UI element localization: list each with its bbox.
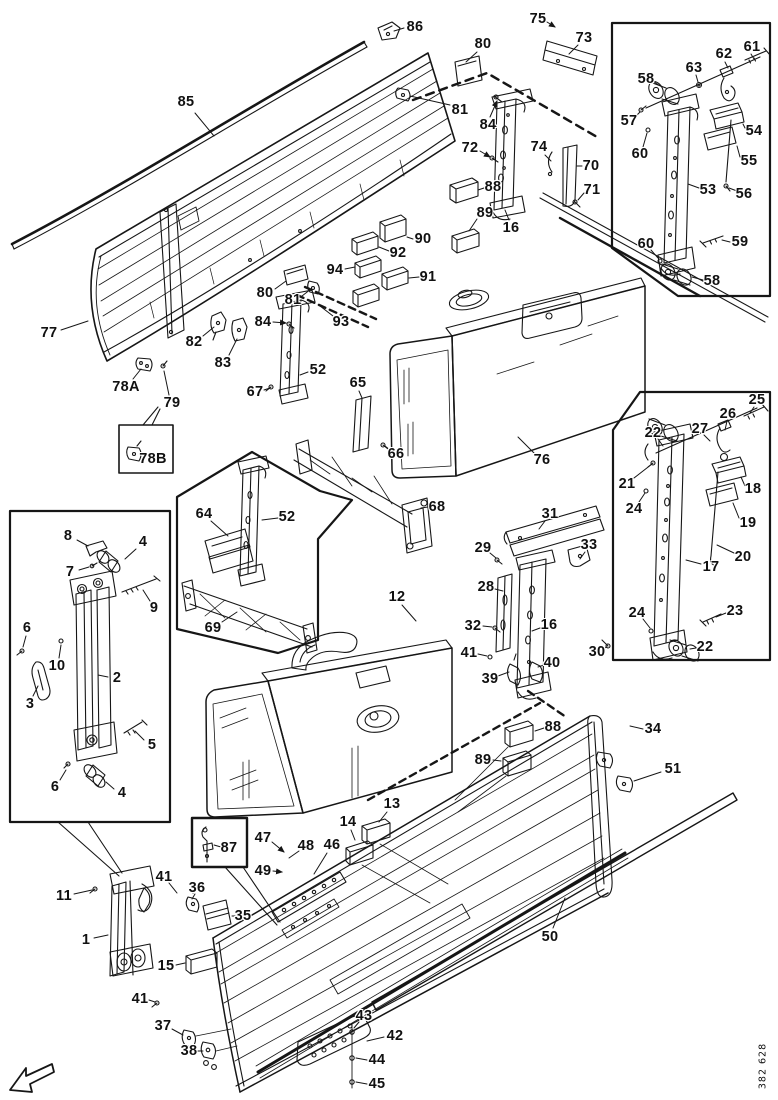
part-callout-32: 32 (464, 618, 482, 634)
bolt-61 (745, 48, 770, 63)
part-callout-47: 47 (254, 830, 272, 846)
part-callout-8: 8 (63, 528, 73, 544)
clip-39 (508, 654, 521, 685)
part-callout-81: 81 (451, 102, 469, 118)
part-callout-7: 7 (65, 564, 75, 580)
hook-74 (549, 152, 553, 172)
part-callout-25: 25 (748, 392, 766, 408)
pad-13 (362, 819, 390, 844)
clip-78a (136, 358, 152, 371)
part-callout-52: 52 (309, 362, 327, 378)
inset-box-87 (192, 818, 280, 925)
strap (138, 884, 152, 912)
part-callout-61: 61 (743, 39, 761, 55)
part-callout-60: 60 (637, 236, 655, 252)
bolt-25 (744, 404, 768, 419)
part-callout-84: 84 (479, 117, 497, 133)
pad-15 (186, 949, 217, 974)
rod-27 (656, 408, 757, 453)
part-callout-42: 42 (386, 1028, 404, 1044)
part-callout-16: 16 (502, 220, 520, 236)
part-callout-33: 33 (580, 537, 598, 553)
part-callout-29: 29 (474, 540, 492, 556)
part-callout-6: 6 (22, 620, 32, 636)
lattice-69 (184, 586, 312, 647)
crossmember-beam (294, 449, 412, 527)
part-callout-57: 57 (620, 113, 638, 129)
part-callout-65: 65 (349, 375, 367, 391)
clip-37 (182, 1030, 195, 1047)
part-callout-40: 40 (543, 655, 561, 671)
leader-lines (23, 22, 754, 1084)
part-callout-28: 28 (477, 579, 495, 595)
small-parts-top (378, 22, 597, 207)
part-callout-89: 89 (474, 752, 492, 768)
rod-20 (711, 472, 718, 566)
part-callout-74: 74 (530, 139, 548, 155)
part-callout-39: 39 (481, 671, 499, 687)
bracket-cluster-mid (488, 506, 610, 717)
part-callout-88: 88 (544, 719, 562, 735)
part-callout-41: 41 (155, 869, 173, 885)
part-callout-58: 58 (703, 273, 721, 289)
bracket-64 (205, 529, 253, 573)
direction-arrow (10, 1064, 54, 1092)
part-callout-49: 49 (254, 863, 272, 879)
part-callout-18: 18 (744, 481, 762, 497)
part-callout-59: 59 (731, 234, 749, 250)
part-callout-13: 13 (383, 796, 401, 812)
part-callout-6: 6 (50, 779, 60, 795)
part-callout-78B: 78B (139, 451, 167, 467)
part-callout-70: 70 (582, 158, 600, 174)
part-callout-43: 43 (355, 1008, 373, 1024)
hook-bolt-87 (202, 827, 213, 862)
part-callout-92: 92 (389, 245, 407, 261)
bracket-52-and-beam (266, 290, 432, 553)
part-callout-54: 54 (745, 123, 763, 139)
part-callout-75: 75 (529, 11, 547, 27)
part-callout-41: 41 (131, 991, 149, 1007)
part-callout-35: 35 (234, 908, 252, 924)
plate-55 (704, 127, 736, 150)
part-callout-38: 38 (180, 1043, 198, 1059)
part-callout-19: 19 (739, 515, 757, 531)
part-callout-67: 67 (246, 384, 264, 400)
filler-garnish (292, 632, 357, 670)
part-callout-73: 73 (575, 30, 593, 46)
bolt-9 (122, 576, 160, 594)
rail-31 (504, 506, 604, 556)
part-callout-5: 5 (147, 737, 157, 753)
part-callout-69: 69 (204, 620, 222, 636)
part-callout-21: 21 (618, 476, 636, 492)
part-callout-1: 1 (81, 932, 91, 948)
part-callout-85: 85 (177, 94, 195, 110)
part-callout-86: 86 (406, 19, 424, 35)
part-callout-4: 4 (117, 785, 127, 801)
part-callout-64: 64 (195, 506, 213, 522)
part-callout-79: 79 (163, 395, 181, 411)
end-plate-68 (402, 498, 432, 553)
plate-80 (455, 56, 482, 86)
part-callout-80: 80 (474, 36, 492, 52)
pad-14 (346, 841, 373, 865)
part-callout-4: 4 (138, 534, 148, 550)
bracket-16-top (490, 89, 533, 220)
part-callout-55: 55 (740, 153, 758, 169)
part-callout-41: 41 (460, 645, 478, 661)
part-callout-14: 14 (339, 814, 357, 830)
bracket-54 (710, 103, 744, 129)
part-callout-90: 90 (414, 231, 432, 247)
part-callout-2: 2 (112, 670, 122, 686)
inset-box-78b (119, 407, 173, 473)
part-callout-22: 22 (644, 425, 662, 441)
part-callout-82: 82 (185, 334, 203, 350)
bracket-1-assembly (90, 866, 237, 1069)
part-callout-58: 58 (637, 71, 655, 87)
part-callout-80: 80 (256, 285, 274, 301)
part-callout-3: 3 (25, 696, 35, 712)
part-callout-81: 81 (284, 292, 302, 308)
hinge-parts (136, 312, 247, 371)
part-callout-48: 48 (297, 838, 315, 854)
part-callout-26: 26 (719, 406, 737, 422)
part-callout-77: 77 (40, 325, 58, 341)
part-callout-24: 24 (625, 501, 643, 517)
inset-box-right (613, 392, 770, 664)
part-callout-53: 53 (699, 182, 717, 198)
part-callout-24: 24 (628, 605, 646, 621)
part-callout-45: 45 (368, 1076, 386, 1092)
clip-36 (186, 888, 199, 912)
shackle-3 (32, 662, 50, 700)
part-callout-66: 66 (387, 446, 405, 462)
part-callout-78A: 78A (112, 379, 140, 395)
part-callout-76: 76 (533, 452, 551, 468)
part-callout-9: 9 (149, 600, 159, 616)
inset-box-top-right (612, 23, 770, 296)
strip-65 (353, 396, 371, 452)
part-callout-56: 56 (735, 186, 753, 202)
part-callout-83: 83 (214, 355, 232, 371)
part-callout-23: 23 (726, 603, 744, 619)
part-callout-15: 15 (157, 958, 175, 974)
figure-code: 382 628 (757, 1042, 769, 1090)
part-callout-51: 51 (664, 761, 682, 777)
part-callout-72: 72 (461, 140, 479, 156)
strip-70 (563, 145, 577, 206)
plate-35 (203, 900, 231, 930)
clip-51b (616, 776, 632, 792)
part-callout-87: 87 (220, 840, 238, 856)
strip-28 (496, 574, 512, 652)
part-callout-17: 17 (702, 559, 720, 575)
trim-strip-85 (12, 42, 367, 249)
part-callout-89: 89 (476, 205, 494, 221)
fuel-tank-12 (206, 632, 452, 817)
part-callout-62: 62 (715, 46, 733, 62)
part-callout-10: 10 (48, 658, 66, 674)
plate-80b (284, 265, 308, 285)
part-callout-93: 93 (332, 314, 350, 330)
part-callout-36: 36 (188, 880, 206, 896)
bracket-82 (211, 312, 226, 340)
inset-box-hex (177, 452, 352, 653)
part-callout-60: 60 (631, 146, 649, 162)
part-callout-12: 12 (388, 589, 406, 605)
clip-38 (201, 1042, 215, 1059)
part-callout-63: 63 (685, 60, 703, 76)
fuel-tank-76 (387, 278, 645, 478)
clip-40 (530, 662, 543, 682)
part-callout-50: 50 (541, 929, 559, 945)
part-callout-37: 37 (154, 1018, 172, 1034)
plate-73 (543, 41, 597, 75)
bracket-33 (568, 545, 590, 567)
part-callout-31: 31 (541, 506, 559, 522)
part-callout-44: 44 (368, 1052, 386, 1068)
part-callout-16: 16 (540, 617, 558, 633)
part-callout-71: 71 (583, 182, 601, 198)
part-callout-94: 94 (326, 262, 344, 278)
bolt-5 (124, 720, 147, 735)
long-strips-right (540, 193, 768, 322)
part-callout-11: 11 (56, 888, 72, 904)
part-callout-27: 27 (691, 421, 709, 437)
part-callout-46: 46 (323, 837, 341, 853)
rod-56 (726, 120, 731, 182)
bracket-86 (378, 22, 400, 40)
part-callout-52: 52 (278, 509, 296, 525)
part-callout-22: 22 (696, 639, 714, 655)
part-callout-68: 68 (428, 499, 446, 515)
bracket-83 (232, 318, 247, 341)
part-callout-84: 84 (254, 314, 272, 330)
part-callout-88: 88 (484, 179, 502, 195)
bolt-59 (700, 236, 723, 247)
part-callout-34: 34 (644, 721, 662, 737)
part-callout-91: 91 (419, 269, 437, 285)
part-callout-20: 20 (734, 549, 752, 565)
part-callout-30: 30 (588, 644, 606, 660)
